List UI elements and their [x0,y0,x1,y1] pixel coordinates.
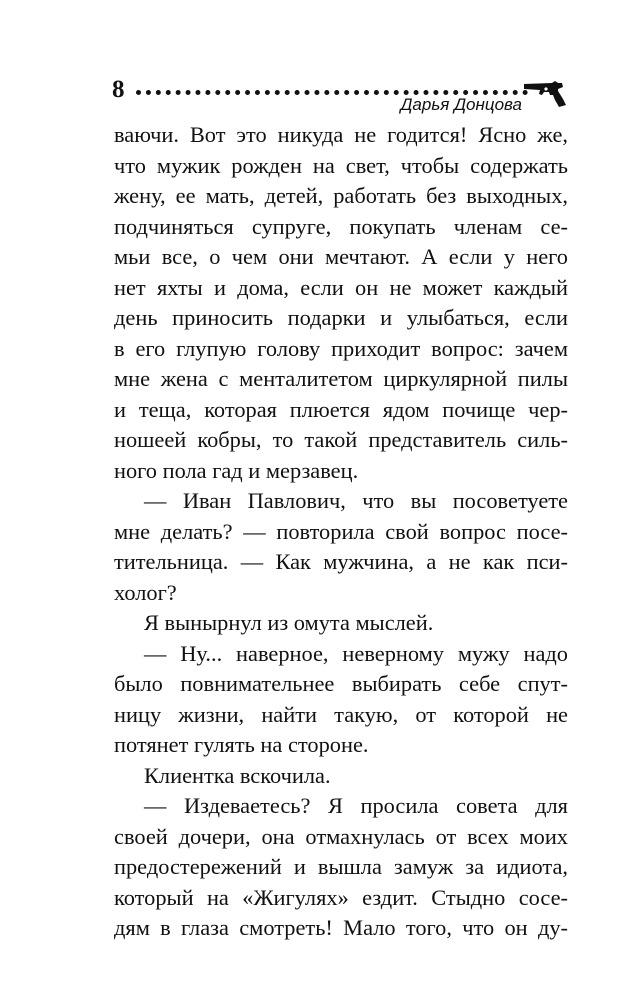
text-line: было повнимательнее выбирать себе спут- [114,671,568,696]
text-line: в его глупую голову приходит вопрос: зачем [114,335,568,361]
text-line: Клиентка вскочила. [144,762,331,788]
text-line: холог? [114,579,177,605]
book-text [114,120,568,944]
text-line: мне делать? — повторила свой вопрос посе- [114,518,568,544]
running-header [0,0,640,120]
revolver-icon [522,78,570,108]
text-line: и теща, которая плюется ядом почище чер- [114,396,568,422]
text-line: — Иван Павлович, что вы посоветуете [144,488,568,513]
text-line: предостережений и вышла замуж за идиота, [114,854,568,879]
text-line: Я вынырнул из омута мыслей. [144,610,434,635]
text-line: — Издеваетесь? Я просила совета для [144,793,568,818]
text-line: что мужик рожден на свет, чтобы содержать [114,152,568,178]
text-line: день приносить подарки и улыбаться, если [114,305,568,330]
text-line: жену, ее мать, детей, работать без выходных, [114,183,568,208]
page-number: 8 [112,76,125,103]
text-line: потянет гулять на стороне. [114,732,369,757]
text-line: — Ну... наверное, неверному мужу надо [144,640,568,666]
author-name: Дарья Донцова [400,95,522,114]
text-line: ницу жизни, найти такую, от которой не [114,701,568,727]
text-line: подчиняться супруге, покупать членам се- [114,213,568,239]
text-line: ного пола гад и мерзавец. [114,457,359,483]
text-line: мне жена с менталитетом циркулярной пилы [114,366,568,391]
text-line: ваючи. Вот это никуда не годится! Ясно же, [114,122,568,147]
text-line: тительница. — Как мужчина, а не как пси- [114,549,568,574]
text-line: мьи все, о чем они мечтают. А если у него [114,244,568,269]
text-line: ношеей кобры, то такой представитель силь- [114,427,568,452]
text-line: дям в глаза смотреть! Мало того, что он ду- [114,915,568,940]
text-line: своей дочери, она отмахнулась от всех моих [114,823,568,849]
text-line: нет яхты и дома, если он не может каждый [114,274,568,300]
text-line: который на «Жигулях» ездит. Стыдно сосе- [114,884,568,910]
